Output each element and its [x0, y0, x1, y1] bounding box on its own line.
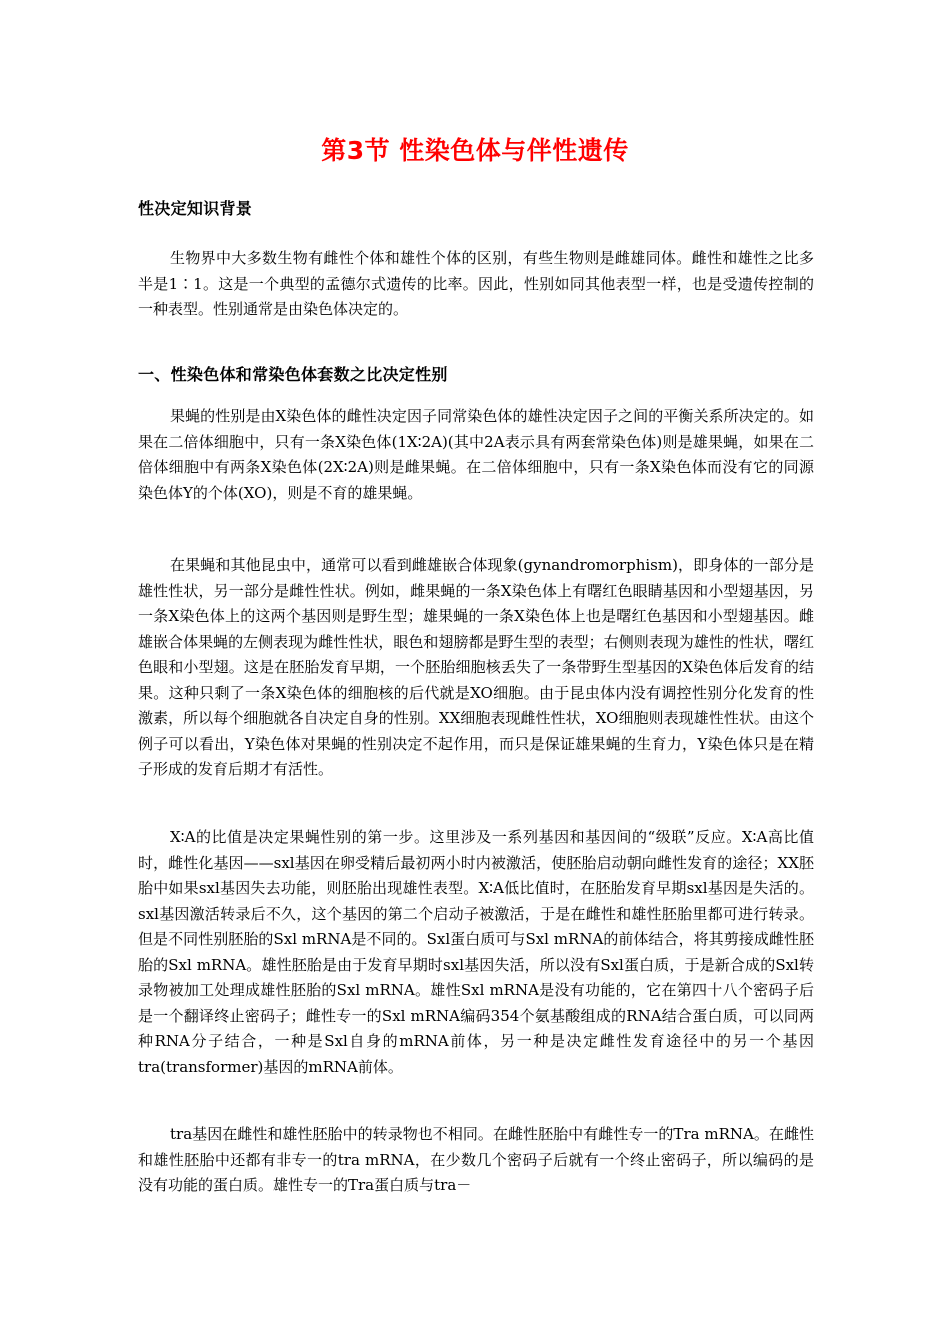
page-title: 第3节 性染色体与伴性遗传	[321, 136, 629, 165]
section-heading-background: 性决定知识背景	[138, 199, 253, 218]
paragraph-background: 生物界中大多数生物有雌性个体和雄性个体的区别，有些生物则是雌雄同体。雌性和雄性之比多半是1∶1。这是一个典型的孟德尔式遗传的比率。因此，性别如同其他表型一样，也是受遗传控制的一种表型。性别通常是由染色体决定的。	[138, 249, 814, 318]
section-heading-one: 一、性染色体和常染色体套数之比决定性别	[138, 365, 448, 384]
paragraph-4: tra基因在雌性和雄性胚胎中的转录物也不相同。在雌性胚胎中有雌性专一的Tra mRNA。在雌性和雄性胚胎中还都有非专一的tra mRNA，在少数几个密码子后就有一个终止密码子，所以编码的是没有功能的蛋白质。雄性专一的Tra蛋白质与tra－	[138, 1125, 814, 1194]
paragraph-3: X∶A的比值是决定果蝇性别的第一步。这里涉及一系列基因和基因间的“级联”反应。X∶A高比值时，雌性化基因——sxl基因在卵受精后最初两小时内被激活，使胚胎启动朝向雌性发育的途径；XX胚胎中如果sxl基因失去功能，则胚胎出现雄性表型。X∶A低比值时，在胚胎发育早期sxl基因是失活的。sxl基因激活转录后不久，这个基因的第二个启动子被激活，于是在雌性和雄性胚胎里都可进行转录。但是不同性别胚胎的Sxl mRNA是不同的。Sxl蛋白质可与Sxl mRNA的前体结合，将其剪接成雌性胚胎的Sxl mRNA。雄性胚胎是由于发育早期时sxl基因失活，所以没有Sxl蛋白质，于是新合成的Sxl转录物被加工处理成雄性胚胎的Sxl mRNA。雄性Sxl mRNA是没有功能的，它在第四十八个密码子后是一个翻译终止密码子；雌性专一的Sxl mRNA编码354个氨基酸组成的RNA结合蛋白质，可以同两种RNA分子结合，一种是Sxl自身的mRNA前体，另一种是决定雌性发育途径中的另一个基因tra(transformer)基因的mRNA前体。	[138, 828, 814, 1076]
paragraph-1: 果蝇的性别是由X染色体的雌性决定因子同常染色体的雄性决定因子之间的平衡关系所决定的。如果在二倍体细胞中，只有一条X染色体(1X∶2A)(其中2A表示具有两套常染色体)则是雄果蝇，如果在二倍体细胞中有两条X染色体(2X∶2A)则是雌果蝇。在二倍体细胞中，只有一条X染色体而没有它的同源染色体Y的个体(XO)，则是不育的雄果蝇。	[138, 407, 814, 502]
paragraph-2: 在果蝇和其他昆虫中，通常可以看到雌雄嵌合体现象(gynandromorphism)，即身体的一部分是雄性性状，另一部分是雌性性状。例如，雌果蝇的一条X染色体上有曙红色眼睛基因和小型翅基因，另一条X染色体上的这两个基因则是野生型；雄果蝇的一条X染色体上也是曙红色基因和小型翅基因。雌雄嵌合体果蝇的左侧表现为雌性性状，眼色和翅膀都是野生型的表型；右侧则表现为雄性的性状，曙红色眼和小型翅。这是在胚胎发育早期，一个胚胎细胞核丢失了一条带野生型基因的X染色体后发育的结果。这种只剩了一条X染色体的细胞核的后代就是XO细胞。由于昆虫体内没有调控性别分化发育的性激素，所以每个细胞就各自决定自身的性别。XX细胞表现雌性性状，XO细胞则表现雄性性状。由这个例子可以看出，Y染色体对果蝇的性别决定不起作用，而只是保证雄果蝇的生育力，Y染色体只是在精子形成的发育后期才有活性。	[138, 556, 814, 778]
